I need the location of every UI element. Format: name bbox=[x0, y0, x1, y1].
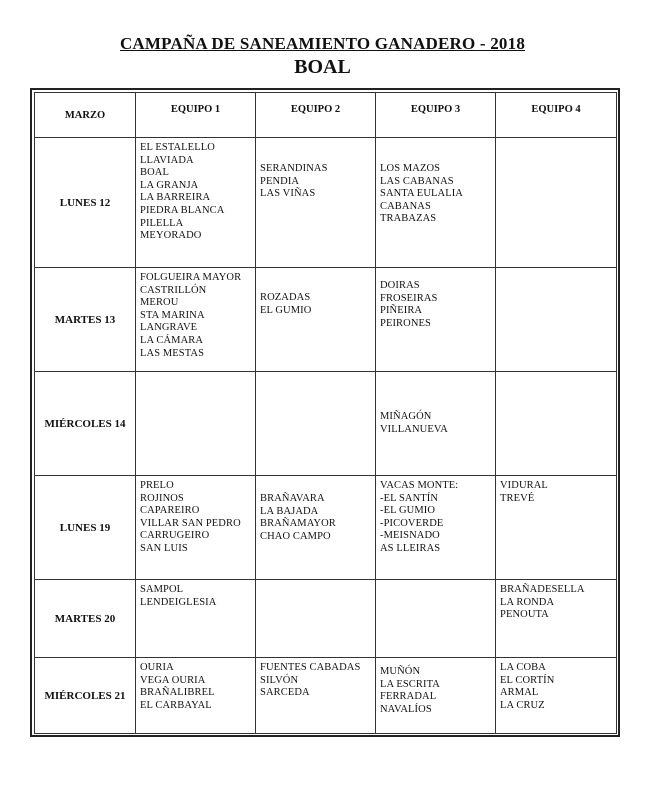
day-label: MARTES 20 bbox=[35, 580, 136, 658]
cell-equipo-1 bbox=[136, 476, 256, 580]
cell-equipo-2 bbox=[256, 580, 376, 658]
location-entry: VIDURAL bbox=[500, 480, 548, 491]
location-entry: NAVALÍOS bbox=[380, 703, 432, 715]
location-entry: SILVÓN bbox=[260, 674, 299, 686]
location-entry: MEYORADO bbox=[140, 230, 202, 242]
cell-equipo-2 bbox=[256, 476, 376, 580]
location-entry: -PICOVERDE bbox=[380, 517, 444, 529]
location-entry: LA ESCRITA bbox=[380, 678, 440, 690]
cell-equipo-2 bbox=[256, 268, 376, 372]
cell-equipo-2 bbox=[256, 658, 376, 734]
location-entry: BOAL bbox=[140, 167, 169, 179]
location-entry: LA CÁMARA bbox=[140, 334, 204, 346]
location-entry: MUÑÓN bbox=[380, 666, 421, 677]
table-row-miercoles-21 bbox=[35, 658, 617, 734]
location-entry: LA RONDA bbox=[500, 596, 555, 608]
location-entry: BRAÑAMAYOR bbox=[260, 518, 336, 530]
header-equipo-1: EQUIPO 1 bbox=[136, 93, 256, 138]
location-entry: FROSEIRAS bbox=[380, 292, 438, 304]
cell-equipo-4 bbox=[496, 372, 617, 476]
location-entry: PRELO bbox=[140, 480, 174, 491]
cell-equipo-1 bbox=[136, 268, 256, 372]
cell-equipo-3 bbox=[376, 268, 496, 372]
location-entry: EL CORTÍN bbox=[500, 674, 555, 686]
location-entry: BRAÑADESELLA bbox=[500, 584, 585, 595]
location-entry: LOS MAZOS bbox=[380, 163, 441, 174]
day-label: LUNES 19 bbox=[35, 476, 136, 580]
location-entry: BRAÑALIBREL bbox=[140, 687, 215, 699]
location-entry: VILLANUEVA bbox=[380, 423, 448, 435]
cell-equipo-3 bbox=[376, 658, 496, 734]
location-entry: PIÑEIRA bbox=[380, 305, 423, 317]
day-label: MIÉRCOLES 21 bbox=[35, 658, 136, 734]
location-entry: VILLAR SAN PEDRO bbox=[140, 517, 241, 529]
location-entry: LA GRANJA bbox=[140, 179, 199, 191]
location-entry: PENOUTA bbox=[500, 609, 549, 621]
location-entry: LAS VIÑAS bbox=[260, 188, 316, 200]
schedule-table bbox=[34, 92, 617, 734]
location-entry: ARMAL bbox=[500, 687, 539, 699]
location-entry: EL ESTALELLO bbox=[140, 142, 215, 153]
location-entry: STA MARINA bbox=[140, 309, 205, 321]
location-entry: CABANAS bbox=[380, 200, 431, 212]
cell-equipo-2 bbox=[256, 138, 376, 268]
header-row bbox=[35, 93, 617, 138]
location-entry: AS LLEIRAS bbox=[380, 542, 441, 554]
location-entry: -EL SANTÍN bbox=[380, 492, 439, 504]
day-label: LUNES 12 bbox=[35, 138, 136, 268]
location-entry: ROZADAS bbox=[260, 292, 311, 303]
header-equipo-2: EQUIPO 2 bbox=[256, 93, 376, 138]
location-entry: -MEISNADO bbox=[380, 530, 440, 542]
cell-equipo-3 bbox=[376, 138, 496, 268]
document-title: CAMPAÑA DE SANEAMIENTO GANADERO - 2018 bbox=[119, 34, 526, 53]
header-equipo-4: EQUIPO 4 bbox=[496, 93, 617, 138]
table-row-lunes-12 bbox=[35, 138, 617, 268]
location-entry: FOLGUEIRA MAYOR bbox=[140, 272, 242, 283]
location-entry: OURIA bbox=[140, 662, 174, 673]
location-entry: SARCEDA bbox=[260, 687, 310, 699]
location-entry: EL GUMIO bbox=[260, 304, 312, 316]
location-entry: FERRADAL bbox=[380, 691, 437, 703]
cell-equipo-1 bbox=[136, 138, 256, 268]
day-label: MARTES 13 bbox=[35, 268, 136, 372]
location-entry: SAMPOL bbox=[140, 584, 184, 595]
location-entry: LA BAJADA bbox=[260, 505, 319, 517]
cell-equipo-1 bbox=[136, 658, 256, 734]
location-entry: VACAS MONTE: bbox=[380, 480, 459, 491]
location-entry: PEIRONES bbox=[380, 317, 431, 329]
location-entry: TRABAZAS bbox=[380, 213, 437, 225]
location-entry: FUENTES CABADAS bbox=[260, 662, 361, 673]
cell-equipo-3 bbox=[376, 476, 496, 580]
location-entry: DOIRAS bbox=[380, 280, 420, 291]
location-entry: ROJINOS bbox=[140, 492, 184, 504]
location-entry: CASTRILLÓN bbox=[140, 284, 207, 296]
location-entry: CHAO CAMPO bbox=[260, 530, 331, 542]
location-entry: LANGRAVE bbox=[140, 322, 198, 334]
table-row-martes-20 bbox=[35, 580, 617, 658]
header-month: MARZO bbox=[35, 93, 136, 138]
cell-equipo-4 bbox=[496, 580, 617, 658]
location-entry: MIÑAGÓN bbox=[380, 410, 432, 422]
location-entry: LA COBA bbox=[500, 662, 546, 673]
location-entry: CARRUGEIRO bbox=[140, 530, 210, 542]
day-label: MIÉRCOLES 14 bbox=[35, 372, 136, 476]
location-entry: VEGA OURIA bbox=[140, 674, 206, 686]
location-entry: -EL GUMIO bbox=[380, 505, 436, 517]
cell-equipo-4 bbox=[496, 658, 617, 734]
cell-equipo-4 bbox=[496, 476, 617, 580]
table-row-lunes-19 bbox=[35, 476, 617, 580]
cell-equipo-3 bbox=[376, 580, 496, 658]
location-entry: LENDEIGLESIA bbox=[140, 596, 217, 608]
cell-equipo-1 bbox=[136, 372, 256, 476]
header-equipo-3: EQUIPO 3 bbox=[376, 93, 496, 138]
location-entry: SAN LUIS bbox=[140, 542, 188, 554]
location-entry: PILELLA bbox=[140, 217, 184, 229]
table-row-miercoles-14 bbox=[35, 372, 617, 476]
location-entry: CAPAREIRO bbox=[140, 505, 200, 517]
location-entry: PIEDRA BLANCA bbox=[140, 204, 225, 216]
cell-equipo-4 bbox=[496, 138, 617, 268]
location-entry: LAS MESTAS bbox=[140, 347, 205, 359]
location-entry: SANTA EULALIA bbox=[380, 188, 463, 200]
cell-equipo-2 bbox=[256, 372, 376, 476]
location-entry: LAS CABANAS bbox=[380, 175, 454, 187]
location-entry: SERANDINAS bbox=[260, 163, 328, 174]
location-entry: LA CRUZ bbox=[500, 699, 545, 711]
cell-equipo-3 bbox=[376, 372, 496, 476]
location-entry: TREVÉ bbox=[500, 492, 535, 504]
location-entry: EL CARBAYAL bbox=[140, 699, 212, 711]
cell-equipo-1 bbox=[136, 580, 256, 658]
location-entry: BRAÑAVARA bbox=[260, 493, 325, 504]
location-entry: MEROU bbox=[140, 297, 179, 309]
location-entry: PENDIA bbox=[260, 175, 300, 187]
table-row-martes-13 bbox=[35, 268, 617, 372]
location-entry: LLAVIADA bbox=[140, 154, 194, 166]
cell-equipo-4 bbox=[496, 268, 617, 372]
document-subtitle: BOAL bbox=[294, 56, 351, 78]
location-entry: LA BARREIRA bbox=[140, 192, 211, 204]
